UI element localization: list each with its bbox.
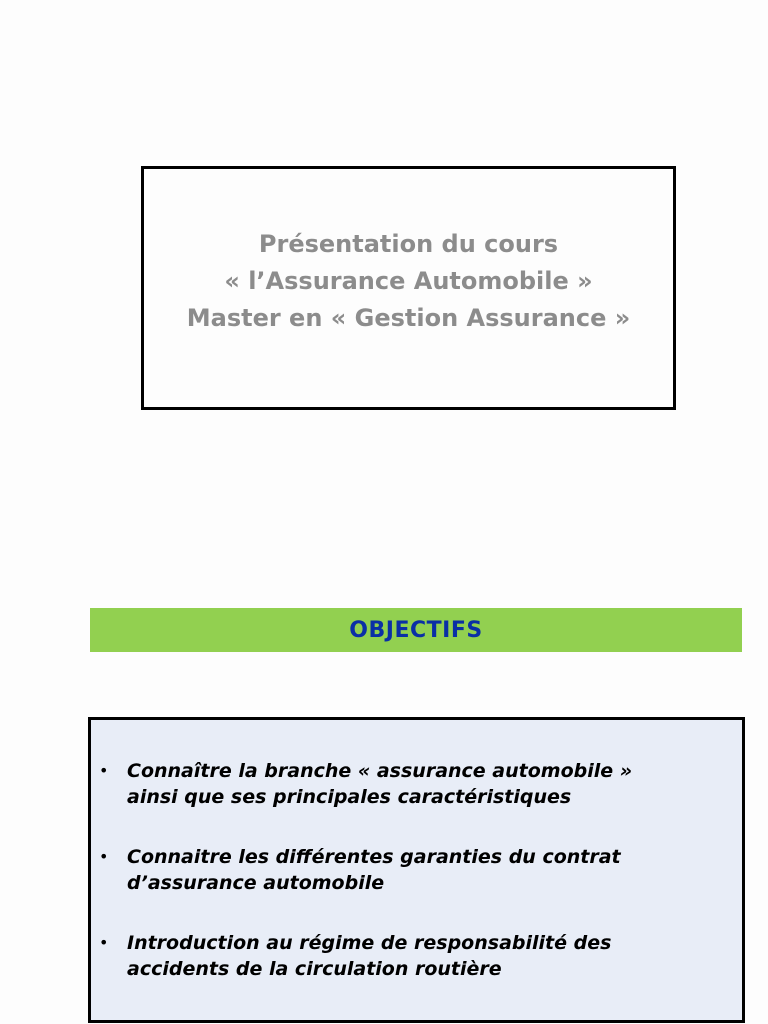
objective-text [127,844,621,896]
objective-text [127,930,611,982]
objective-line: Connaître la branche « assurance automobile » [127,760,633,782]
bullet-icon: • [99,933,109,952]
objectifs-header-bar [90,608,742,652]
course-title-line-2: « l’Assurance Automobile » [224,267,593,295]
course-title-line-3: Master en « Gestion Assurance » [186,304,631,332]
objective-line: Connaitre les différentes garanties du contrat [127,846,621,868]
objectifs-heading: OBJECTIFS [349,617,483,643]
objective-line: d’assurance automobile [127,872,385,894]
objectives-box [88,717,745,1023]
objective-line: Introduction au régime de responsabilité des [127,932,612,954]
objective-line: ainsi que ses principales caractéristiques [127,786,572,808]
objective-line: accidents de la circulation routière [127,958,502,980]
bullet-icon: • [99,761,109,780]
objectives-list [97,758,722,982]
course-title-line-1: Présentation du cours [258,230,559,258]
objective-text [127,758,632,810]
bullet-icon: • [99,847,109,866]
course-title-box [141,166,676,410]
list-item [97,930,722,982]
list-item [97,844,722,896]
list-item [97,758,722,810]
